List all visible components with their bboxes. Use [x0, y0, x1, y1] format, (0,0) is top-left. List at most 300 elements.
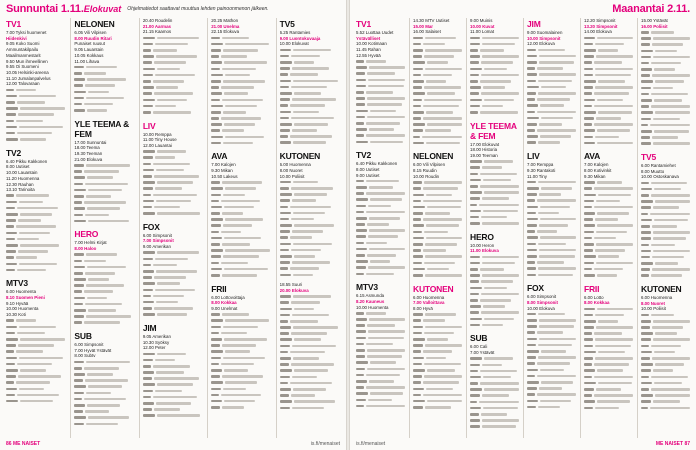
- listing-placeholder: [527, 253, 576, 259]
- listing-placeholder: [280, 210, 340, 216]
- listing-placeholder: [143, 306, 203, 312]
- right-column-2: [409, 18, 462, 438]
- listing-placeholder: [211, 330, 271, 336]
- listing-placeholder: [356, 323, 405, 329]
- listing-placeholder: [211, 85, 271, 91]
- listing-placeholder: [641, 73, 690, 79]
- listing-placeholder: [74, 108, 134, 114]
- listing-placeholder: [641, 205, 690, 211]
- listing-placeholder: [211, 361, 271, 367]
- listing-placeholder: [74, 264, 134, 270]
- listing-line: Maailmanmestarit: [6, 52, 41, 58]
- right-column-3: [466, 18, 519, 438]
- listing-placeholder: [527, 318, 576, 324]
- right-columns: [356, 18, 690, 438]
- listing-placeholder: [6, 349, 66, 355]
- channel-name: AVA: [211, 151, 228, 162]
- listing-placeholder: [211, 355, 271, 361]
- listing-line: 9.10 Hyvää: [6, 300, 29, 306]
- listing-placeholder: [641, 337, 690, 343]
- listing-placeholder: [641, 405, 690, 411]
- listing-placeholder: [143, 85, 203, 91]
- listing-placeholder: [280, 260, 340, 266]
- listing-placeholder: [74, 320, 134, 326]
- listing-placeholder: [413, 122, 462, 128]
- listing-placeholder: [584, 35, 633, 41]
- listing-line: 10.30 Koti: [6, 312, 26, 318]
- listing-placeholder: [211, 367, 271, 373]
- channel-block-continued: [280, 282, 340, 411]
- listing-line: 10.05 Helsinki-areena: [6, 69, 49, 75]
- notice-text: Ohjelmatiedot saattavat muuttua lehden painoonmenon jälkeen.: [127, 6, 269, 12]
- listing-placeholder: [74, 89, 134, 95]
- listing-placeholder: [356, 397, 405, 403]
- listing-line: 8.20 Kauneus: [356, 298, 385, 304]
- listing-placeholder: [211, 180, 271, 186]
- listing-placeholder: [356, 372, 405, 378]
- listing-placeholder: [641, 236, 690, 242]
- listing-line: 8.00 Hyvä: [413, 306, 433, 311]
- listing-placeholder: [584, 78, 633, 84]
- listing-placeholder: [356, 366, 405, 372]
- listing-placeholder: [413, 35, 462, 41]
- listing-placeholder: [280, 216, 340, 222]
- listing-placeholder: [143, 250, 203, 256]
- listing-placeholder: [211, 386, 271, 392]
- listing-placeholder: [584, 254, 633, 260]
- listing-placeholder: [280, 349, 340, 355]
- listing-placeholder: [584, 103, 633, 109]
- listing-placeholder: [143, 299, 203, 305]
- listing-placeholder: [527, 342, 576, 348]
- listing-placeholder: [584, 241, 633, 247]
- listing-placeholder: [74, 295, 134, 301]
- listing-placeholder: [356, 253, 405, 259]
- listing-placeholder: [211, 78, 271, 84]
- listing-placeholder: [584, 306, 633, 312]
- listing-placeholder: [211, 318, 271, 324]
- listing-line: 9.05 Lauantain: [74, 47, 104, 53]
- listing-placeholder: [74, 378, 134, 384]
- listing-placeholder: [143, 78, 203, 84]
- listing-placeholder: [356, 127, 405, 133]
- listing-line: 10.05 Kokkaus: [74, 52, 104, 58]
- listing-line: 15.00 Mar: [413, 23, 434, 29]
- listing-line: 8.00 Haloo: [74, 246, 97, 252]
- listing-placeholder: [641, 91, 690, 97]
- left-day-title: Sunnuntai 1.11.: [6, 3, 84, 15]
- listing-placeholder: [641, 79, 690, 85]
- channel-block-fox: [527, 282, 576, 410]
- listing-placeholder: [527, 260, 576, 266]
- listing-placeholder: [470, 60, 519, 66]
- channel-name: FOX: [527, 283, 544, 294]
- listing-line: Ystävälliset: [356, 35, 381, 41]
- listing-placeholder: [470, 196, 519, 202]
- listing-placeholder: [211, 211, 271, 217]
- listing-placeholder: [641, 85, 690, 91]
- listing-line: 8.00 Kokkaa: [211, 300, 237, 306]
- listing-line: 8.15 Ruudin: [413, 168, 437, 174]
- listing-placeholder: [641, 356, 690, 362]
- listing-placeholder: [356, 317, 405, 323]
- listing-placeholder: [280, 253, 340, 259]
- listing-line: 7.00 Ystävät: [470, 350, 495, 356]
- listing-placeholder: [413, 229, 462, 235]
- listing-placeholder: [6, 336, 66, 342]
- listing-placeholder: [143, 262, 203, 268]
- listing-placeholder: [280, 337, 340, 343]
- listing-placeholder: [280, 294, 340, 300]
- listing-placeholder: [74, 372, 134, 378]
- listing-placeholder: [470, 41, 519, 47]
- listing-placeholder: [356, 203, 405, 209]
- listing-placeholder: [584, 72, 633, 78]
- listing-placeholder: [74, 187, 134, 193]
- listing-placeholder: [74, 70, 134, 76]
- listing-placeholder: [74, 301, 134, 307]
- listing-placeholder: [74, 384, 134, 390]
- listing-placeholder: [413, 103, 462, 109]
- listing-placeholder: [527, 404, 576, 410]
- listing-line: 17.00 Sunnuntai: [74, 139, 107, 145]
- listing-placeholder: [641, 261, 690, 267]
- listing-placeholder: [74, 169, 134, 175]
- listing-placeholder: [527, 355, 576, 361]
- listing-placeholder: [280, 235, 340, 241]
- listing-placeholder: [143, 35, 203, 41]
- listing-placeholder: [6, 374, 66, 380]
- listing-line: 6.25 Rantamies: [279, 30, 311, 35]
- listing-placeholder: [211, 336, 271, 342]
- listing-placeholder: [641, 192, 690, 198]
- listing-placeholder: [641, 230, 690, 236]
- listing-placeholder: [356, 96, 405, 102]
- listing-placeholder: [211, 235, 271, 241]
- listing-placeholder: [280, 179, 340, 185]
- listing-placeholder: [470, 91, 519, 97]
- listing-placeholder: [584, 405, 633, 411]
- listing-placeholder: [211, 109, 271, 115]
- listing-line: 12.30 Rauhan: [6, 181, 34, 187]
- listing-line: 6.00 Simpsonit: [74, 342, 104, 348]
- listing-placeholder: [280, 362, 340, 368]
- listing-placeholder: [143, 109, 203, 115]
- listing-placeholder: [527, 330, 576, 336]
- listing-placeholder: [470, 279, 519, 285]
- listing-placeholder: [470, 368, 519, 374]
- listing-line: 10.00 Lauantain: [6, 170, 38, 176]
- listing-placeholder: [641, 180, 690, 186]
- listing-placeholder: [74, 200, 134, 206]
- listing-placeholder: [527, 140, 576, 146]
- listing-placeholder: [527, 185, 576, 191]
- listing-placeholder: [413, 330, 462, 336]
- listing-placeholder: [6, 193, 66, 199]
- listing-placeholder: [413, 91, 462, 97]
- listing-line: 16.00 Salaiset: [413, 29, 441, 35]
- channel-block-hero: [470, 231, 519, 329]
- listing-placeholder: [527, 386, 576, 392]
- listing-placeholder: [74, 95, 134, 101]
- listing-placeholder: [413, 349, 462, 355]
- listing-placeholder: [470, 310, 519, 316]
- listing-placeholder: [74, 252, 134, 258]
- listing-placeholder: [280, 90, 340, 96]
- listing-line: 20.40 Roudelin: [142, 18, 173, 23]
- listing-placeholder: [527, 373, 576, 379]
- listing-placeholder: [527, 398, 576, 404]
- listing-line: 11.00 Tiny House: [142, 137, 177, 143]
- listing-placeholder: [641, 60, 690, 66]
- listing-placeholder: [527, 115, 576, 121]
- listing-placeholder: [211, 217, 271, 223]
- listing-placeholder: [280, 204, 340, 210]
- listing-placeholder: [641, 223, 690, 229]
- listing-placeholder: [641, 368, 690, 374]
- listing-placeholder: [280, 53, 340, 59]
- listing-placeholder: [143, 180, 203, 186]
- listing-placeholder: [527, 324, 576, 330]
- listing-placeholder: [211, 140, 271, 146]
- listing-line: 10.30 Syöksy: [142, 339, 170, 345]
- listing-placeholder: [413, 380, 462, 386]
- listing-line: 21.00 Aarmas: [142, 23, 171, 29]
- listing-placeholder: [211, 66, 271, 72]
- listing-placeholder: [470, 221, 519, 227]
- listing-placeholder: [641, 128, 690, 134]
- listing-placeholder: [356, 133, 405, 139]
- channel-name: KUTONEN: [413, 283, 454, 294]
- channel-name: YLE TEEMA & FEM: [74, 118, 130, 139]
- right-column-6: [637, 18, 690, 438]
- listing-placeholder: [413, 78, 462, 84]
- listing-line: 18.00 Teema: [74, 145, 100, 151]
- listing-placeholder: [584, 399, 633, 405]
- listing-placeholder: [6, 212, 66, 218]
- listing-placeholder: [74, 101, 134, 107]
- listing-placeholder: [641, 122, 690, 128]
- listing-placeholder: [584, 368, 633, 374]
- left-column-1: [6, 18, 66, 438]
- listing-placeholder: [527, 229, 576, 235]
- listing-placeholder: [413, 47, 462, 53]
- left-column-5: [276, 18, 340, 438]
- listing-line: 9.00 Luontokuvaaja: [279, 35, 321, 41]
- channel-block-mtv3: [6, 277, 66, 404]
- listing-line: 8.10 Suomen Pieni: [6, 295, 45, 301]
- listing-placeholder: [413, 312, 462, 318]
- channel-name: FRII: [584, 283, 600, 294]
- listing-placeholder: [641, 67, 690, 73]
- listing-placeholder: [584, 325, 633, 331]
- listing-placeholder: [143, 66, 203, 72]
- listing-placeholder: [6, 224, 66, 230]
- listing-placeholder: [143, 351, 203, 357]
- left-page-number: 86: [6, 441, 12, 447]
- listing-placeholder: [143, 204, 203, 210]
- listing-placeholder: [584, 217, 633, 223]
- listing-placeholder: [641, 248, 690, 254]
- listing-placeholder: [527, 392, 576, 398]
- listing-placeholder: [356, 228, 405, 234]
- listing-placeholder: [470, 78, 519, 84]
- listing-placeholder: [527, 192, 576, 198]
- listing-placeholder: [74, 193, 134, 199]
- listing-placeholder: [584, 386, 633, 392]
- listing-line: 7.00 Remppa: [527, 162, 554, 168]
- listing-placeholder: [356, 178, 405, 184]
- channel-name: LIV: [527, 151, 540, 162]
- listing-line: 10.50 Lakeus: [211, 173, 238, 179]
- listing-placeholder: [470, 85, 519, 91]
- listing-placeholder: [584, 116, 633, 122]
- listing-placeholder: [470, 72, 519, 78]
- listing-placeholder: [356, 385, 405, 391]
- listing-line: 14.00 Elokuva: [584, 29, 612, 35]
- listing-placeholder: [413, 217, 462, 223]
- left-columns: [6, 18, 340, 438]
- listing-placeholder: [356, 184, 405, 190]
- listing-placeholder: [74, 289, 134, 295]
- listing-placeholder: [413, 109, 462, 115]
- listing-placeholder: [470, 381, 519, 387]
- listing-placeholder: [6, 124, 66, 130]
- listing-line: 8.00 Kokkaa: [584, 300, 610, 306]
- listing-placeholder: [527, 348, 576, 354]
- listing-placeholder: [280, 325, 340, 331]
- listing-placeholder: [584, 85, 633, 91]
- listing-placeholder: [211, 128, 271, 134]
- listing-placeholder: [6, 236, 66, 242]
- listing-placeholder: [527, 204, 576, 210]
- listing-placeholder: [143, 161, 203, 167]
- listing-placeholder: [356, 335, 405, 341]
- listing-placeholder: [641, 318, 690, 324]
- listing-line: 10.00 Ostoskanava: [641, 174, 679, 180]
- listing-line: 9.00 Unelmat: [211, 306, 238, 311]
- listing-placeholder: [413, 134, 462, 140]
- listing-placeholder: [527, 235, 576, 241]
- listing-placeholder: [211, 392, 271, 398]
- listing-placeholder: [413, 60, 462, 66]
- listing-placeholder: [470, 374, 519, 380]
- listing-placeholder: [413, 241, 462, 247]
- listing-placeholder: [413, 186, 462, 192]
- channel-block-hero: [74, 228, 134, 326]
- listing-placeholder: [641, 267, 690, 273]
- listing-line: 12.55 Hyvää: [356, 52, 381, 58]
- left-footer: [6, 440, 340, 448]
- listing-placeholder: [470, 393, 519, 399]
- listing-placeholder: [143, 268, 203, 274]
- listing-line: 19.30 Teeman: [74, 151, 103, 157]
- channel-name: JIM: [527, 19, 541, 29]
- left-page-header: [6, 2, 340, 16]
- listing-line: 9.00 Uutiset: [356, 172, 380, 178]
- listing-placeholder: [527, 97, 576, 103]
- listing-placeholder: [6, 355, 66, 361]
- listing-placeholder: [143, 376, 203, 382]
- right-footer: [356, 440, 690, 448]
- listing-placeholder: [470, 66, 519, 72]
- listing-placeholder: [6, 118, 66, 124]
- listing-placeholder: [280, 399, 340, 405]
- listing-placeholder: [527, 241, 576, 247]
- listing-placeholder: [211, 103, 271, 109]
- channel-block-continued: [211, 18, 271, 146]
- listing-line: 6.00 Simpsonit: [527, 294, 557, 300]
- listing-placeholder: [641, 217, 690, 223]
- listing-placeholder: [143, 97, 203, 103]
- listing-line: 6.40 Pikku Kakkonen: [356, 161, 398, 167]
- listing-placeholder: [280, 380, 340, 386]
- listing-placeholder: [527, 121, 576, 127]
- channel-name: AVA: [584, 151, 601, 162]
- listing-placeholder: [641, 48, 690, 54]
- listing-placeholder: [413, 128, 462, 134]
- listing-placeholder: [280, 266, 340, 272]
- right-page: [350, 0, 696, 450]
- left-url: is.fi/menaiset: [310, 441, 340, 447]
- listing-placeholder: [74, 421, 134, 427]
- listing-placeholder: [143, 370, 203, 376]
- listing-placeholder: [74, 283, 134, 289]
- listing-line: 6.00 Lottovoittaja: [211, 294, 245, 300]
- listing-placeholder: [470, 356, 519, 362]
- listing-placeholder: [413, 361, 462, 367]
- listing-placeholder: [356, 77, 405, 83]
- listing-line: 22.15 Elokuva: [211, 29, 240, 35]
- listing-placeholder: [584, 47, 633, 53]
- listing-line: 9.30 Mikan: [584, 173, 606, 179]
- listing-placeholder: [413, 211, 462, 217]
- listing-placeholder: [74, 365, 134, 371]
- listing-placeholder: [74, 218, 134, 224]
- listing-line: 10.00 Poliisit: [279, 173, 305, 179]
- listing-placeholder: [641, 199, 690, 205]
- listing-placeholder: [356, 246, 405, 252]
- listing-placeholder: [470, 260, 519, 266]
- listing-placeholder: [584, 349, 633, 355]
- listing-placeholder: [356, 108, 405, 114]
- channel-block-tv5: [641, 151, 690, 279]
- listing-placeholder: [584, 331, 633, 337]
- listing-placeholder: [584, 41, 633, 47]
- listing-placeholder: [470, 208, 519, 214]
- channel-block-tv5: [280, 18, 340, 146]
- listing-placeholder: [584, 374, 633, 380]
- listing-placeholder: [470, 267, 519, 273]
- listing-line: 6.00 Huomenna: [413, 294, 445, 300]
- channel-name: NELONEN: [413, 151, 454, 162]
- listing-line: 12.00 Lauantai: [142, 142, 172, 148]
- listing-placeholder: [413, 140, 462, 146]
- channel-block-sub: [470, 332, 519, 430]
- listing-placeholder: [6, 361, 66, 367]
- channel-block-kutonen: [280, 150, 340, 278]
- listing-placeholder: [641, 135, 690, 141]
- listing-placeholder: [527, 66, 576, 72]
- listing-placeholder: [74, 270, 134, 276]
- listing-placeholder: [356, 360, 405, 366]
- listing-placeholder: [413, 254, 462, 260]
- listing-placeholder: [6, 242, 66, 248]
- listing-placeholder: [641, 104, 690, 110]
- channel-block-frii: [584, 283, 633, 412]
- channel-name: FOX: [142, 221, 160, 232]
- channel-block-liv: [527, 150, 576, 278]
